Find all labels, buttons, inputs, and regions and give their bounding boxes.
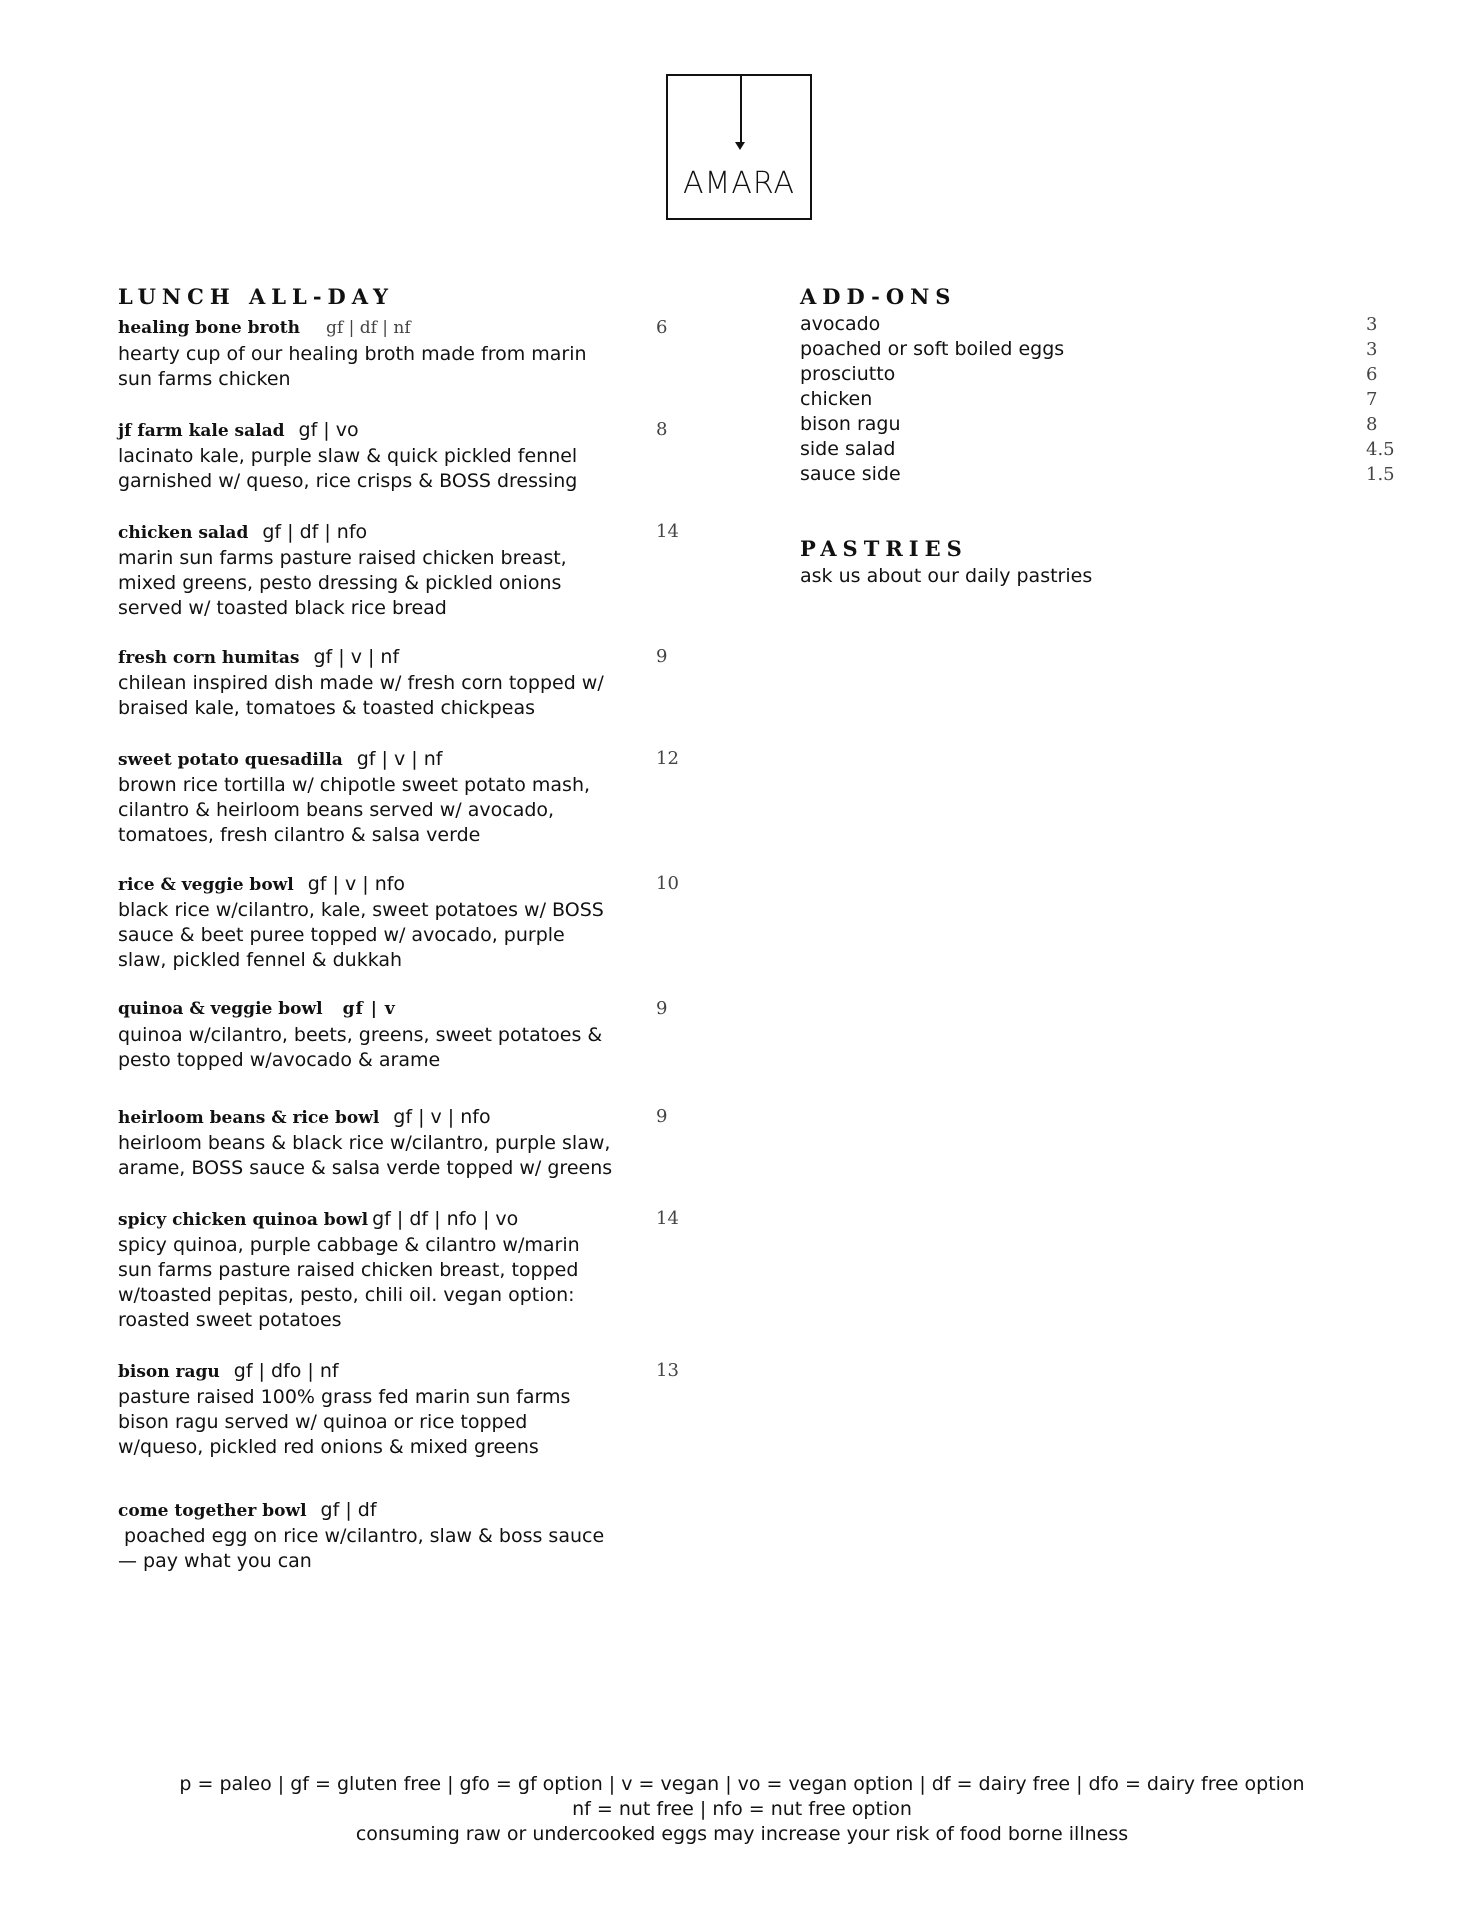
addon-item: bison ragu 8 (800, 413, 1378, 435)
menu-item-quinoa-veggie-bowl (118, 995, 678, 1073)
menu-item-description: chilean inspired dish made w/ fresh corn topped w/ braised kale, tomatoes & toasted chickpeas (118, 672, 604, 719)
menu-item-chicken-salad (118, 518, 678, 621)
dietary-legend-line: nf = nut free | nfo = nut free option (572, 1798, 912, 1820)
addon-item: avocado 3 (800, 313, 1378, 335)
menu-item-price: 9 (656, 998, 668, 1019)
menu-item-description: heirloom beans & black rice w/cilantro, purple slaw, arame, BOSS sauce & salsa verde topped w/ greens (118, 1132, 613, 1179)
menu-item-name: heirloom beans & rice bowl (118, 1108, 380, 1128)
menu-item-description: hearty cup of our healing broth made from marin sun farms chicken (118, 343, 587, 390)
menu-item-price: 10 (656, 873, 679, 894)
menu-item-description: spicy quinoa, purple cabbage & cilantro w/marin sun farms pasture raised chicken breast, topped w/toasted pepitas, pesto, chili oil. vegan option: roasted sweet potatoes (118, 1234, 580, 1331)
menu-item-bison-ragu (118, 1357, 678, 1460)
menu-item-name: rice & veggie bowl (118, 875, 294, 895)
menu-item-heirloom-beans-rice-bowl (118, 1103, 678, 1181)
menu-item-jf-farm-kale-salad (118, 416, 678, 494)
menu-item-sweet-potato-quesadilla (118, 745, 678, 848)
menu-item-name: fresh corn humitas (118, 648, 300, 668)
menu-item-description: brown rice tortilla w/ chipotle sweet potato mash, cilantro & heirloom beans served w/ avocado, tomatoes, fresh cilantro & salsa verde (118, 774, 591, 846)
menu-item-tags: gf | df | nfo | vo (372, 1208, 519, 1230)
menu-item-tags: gf | dfo | nf (233, 1360, 339, 1382)
menu-item-price: 14 (656, 1208, 679, 1229)
addon-item: poached or soft boiled eggs 3 (800, 338, 1378, 360)
menu-item-come-together-bowl (118, 1496, 678, 1574)
pastries-section-title: PASTRIES (800, 536, 968, 561)
menu-item-price: 6 (656, 317, 668, 338)
menu-item-description: pasture raised 100% grass fed marin sun farms bison ragu served w/ quinoa or rice topped w/queso, pickled red onions & mixed greens (118, 1386, 571, 1458)
menu-item-description: lacinato kale, purple slaw & quick pickled fennel garnished w/ queso, rice crisps & BOSS dressing (118, 445, 578, 492)
menu-item-tags: gf | df (320, 1499, 377, 1521)
menu-item-tags: gf | v | nfo (393, 1106, 491, 1128)
food-safety-notice: consuming raw or undercooked eggs may increase your risk of food borne illness (355, 1823, 1129, 1845)
menu-item-price: 13 (656, 1360, 679, 1381)
addons-section (800, 282, 1400, 487)
menu-item-tags: gf | v | nf (313, 646, 400, 668)
menu-item-tags: gf | v | nf (356, 748, 443, 770)
menu-item-price: 14 (656, 521, 679, 542)
addon-item: sauce side 1.5 (800, 463, 1395, 485)
addons-list (800, 312, 1400, 487)
pastries-description: ask us about our daily pastries (800, 565, 1093, 587)
menu-item-name: healing bone broth (118, 318, 300, 338)
menu-item-tags: gf | df | nfo (262, 521, 368, 543)
lunch-section (118, 282, 678, 1574)
menu-item-name: spicy chicken quinoa bowl (118, 1210, 369, 1230)
menu-item-fresh-corn-humitas (118, 643, 678, 721)
amara-logo (666, 74, 812, 220)
menu-item-name: come together bowl (118, 1501, 307, 1521)
menu-item-price: 9 (656, 646, 668, 667)
logo-wordmark: AMARA (682, 166, 796, 201)
menu-item-price: 9 (656, 1106, 668, 1127)
pastries-section (800, 534, 1400, 589)
addon-item: prosciutto 6 (800, 363, 1378, 385)
menu-item-name: bison ragu (118, 1362, 220, 1382)
logo-arrow-stem (740, 76, 742, 146)
lunch-section-title: LUNCH ALL-DAY (118, 284, 394, 309)
logo-arrow-icon (735, 142, 745, 150)
menu-item-price: 8 (656, 419, 668, 440)
menu-item-description: black rice w/cilantro, kale, sweet potatoes w/ BOSS sauce & beet puree topped w/ avocado, purple slaw, pickled fennel & dukkah (118, 899, 604, 971)
menu-item-spicy-chicken-quinoa-bowl (118, 1205, 678, 1333)
menu-item-healing-bone-broth (118, 314, 678, 392)
menu-item-rice-veggie-bowl (118, 870, 678, 973)
menu-item-description: marin sun farms pasture raised chicken breast, mixed greens, pesto dressing & pickled onions served w/ toasted black rice bread (118, 547, 567, 619)
menu-item-name: sweet potato quesadilla (118, 750, 343, 770)
menu-item-name: jf farm kale salad (118, 421, 285, 441)
menu-item-tags: gf | df | nf (326, 318, 411, 338)
dietary-legend-footer (0, 1772, 1484, 1847)
menu-item-tags: gf | v | nfo (307, 873, 406, 895)
menu-item-tags: gf | v (342, 999, 396, 1019)
menu-item-description: poached egg on rice w/cilantro, slaw & boss sauce — pay what you can (118, 1525, 605, 1572)
menu-item-description: quinoa w/cilantro, beets, greens, sweet potatoes & pesto topped w/avocado & arame (118, 1024, 603, 1071)
addons-section-title: ADD-ONS (800, 284, 957, 309)
addon-item: side salad 4.5 (800, 438, 1395, 460)
menu-item-tags: gf | vo (298, 419, 359, 441)
menu-item-price: 12 (656, 748, 679, 769)
menu-item-name: quinoa & veggie bowl (118, 999, 323, 1019)
addon-item: chicken 7 (800, 388, 1378, 410)
menu-item-name: chicken salad (118, 523, 249, 543)
dietary-legend-line: p = paleo | gf = gluten free | gfo = gf option | v = vegan | vo = vegan option | df = dairy free | dfo = dairy free option (179, 1773, 1305, 1795)
